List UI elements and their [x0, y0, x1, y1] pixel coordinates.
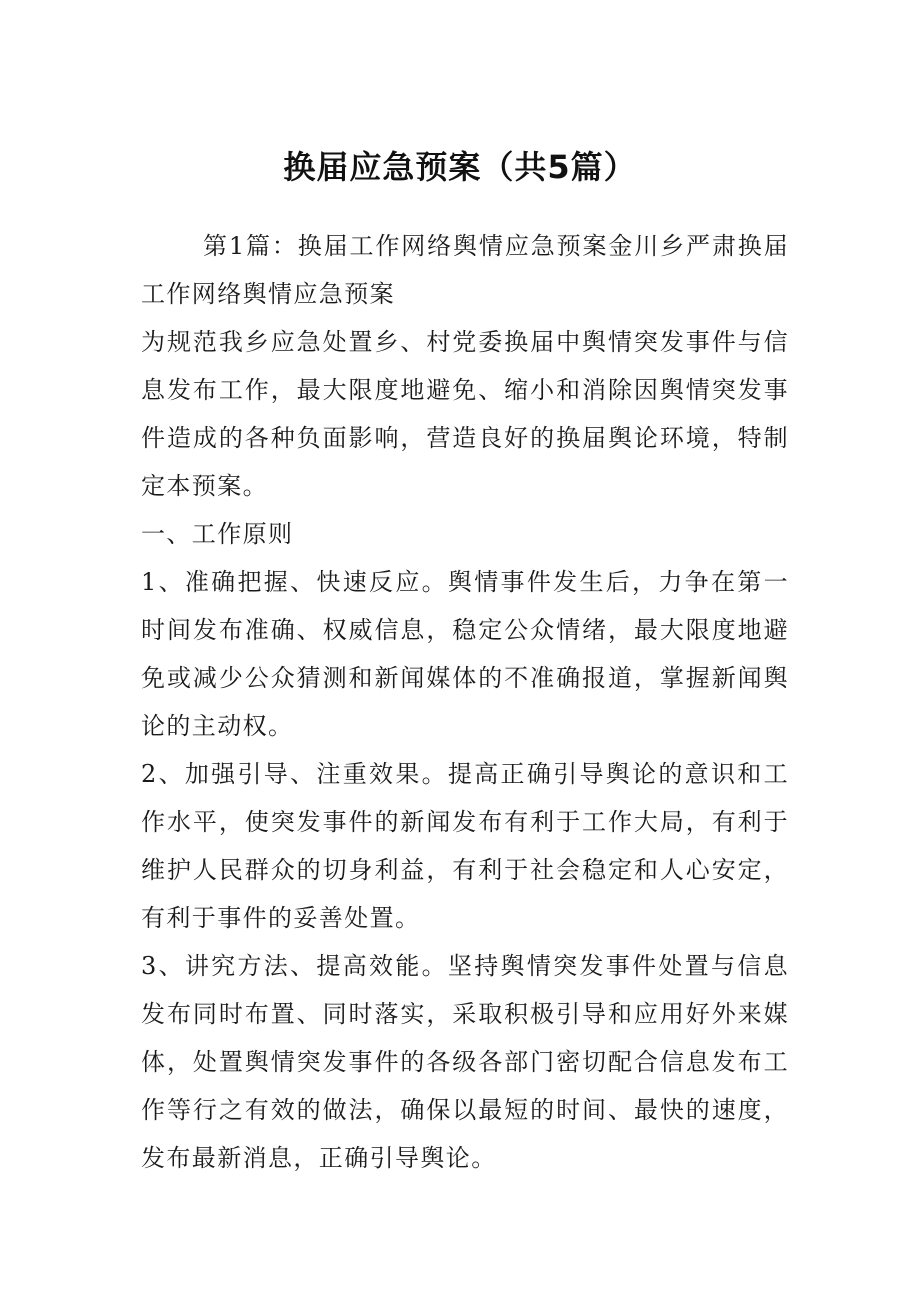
paragraph-principle-1: 1、准确把握、快速反应。舆情事件发生后，力争在第一时间发布准确、权威信息，稳定公众情绪，最大限度地避免或减少公众猜测和新闻媒体的不准确报道，掌握新闻舆论的主动权。	[141, 568, 789, 740]
paragraph-heading: 第1篇：换届工作网络舆情应急预案金川乡严肃换届工作网络舆情应急预案	[141, 232, 789, 308]
document-title: 换届应急预案（共5篇）	[283, 148, 637, 186]
document-body	[141, 222, 789, 1182]
paragraph-principle-2: 2、加强引导、注重效果。提高正确引导舆论的意识和工作水平，使突发事件的新闻发布有利于工作大局，有利于维护人民群众的切身利益，有利于社会稳定和人心安定，有利于事件的妥善处置。	[141, 760, 789, 932]
paragraph-principle-3: 3、讲究方法、提高效能。坚持舆情突发事件处置与信息发布同时布置、同时落实，采取积极引导和应用好外来媒体，处置舆情突发事件的各级各部门密切配合信息发布工作等行之有效的做法，确保以最短的时间、最快的速度，发布最新消息，正确引导舆论。	[141, 952, 789, 1172]
section-heading-principles: 一、工作原则	[141, 520, 294, 548]
paragraph-intro: 为规范我乡应急处置乡、村党委换届中舆情突发事件与信息发布工作，最大限度地避免、缩小和消除因舆情突发事件造成的各种负面影响，营造良好的换届舆论环境，特制定本预案。	[141, 328, 789, 500]
